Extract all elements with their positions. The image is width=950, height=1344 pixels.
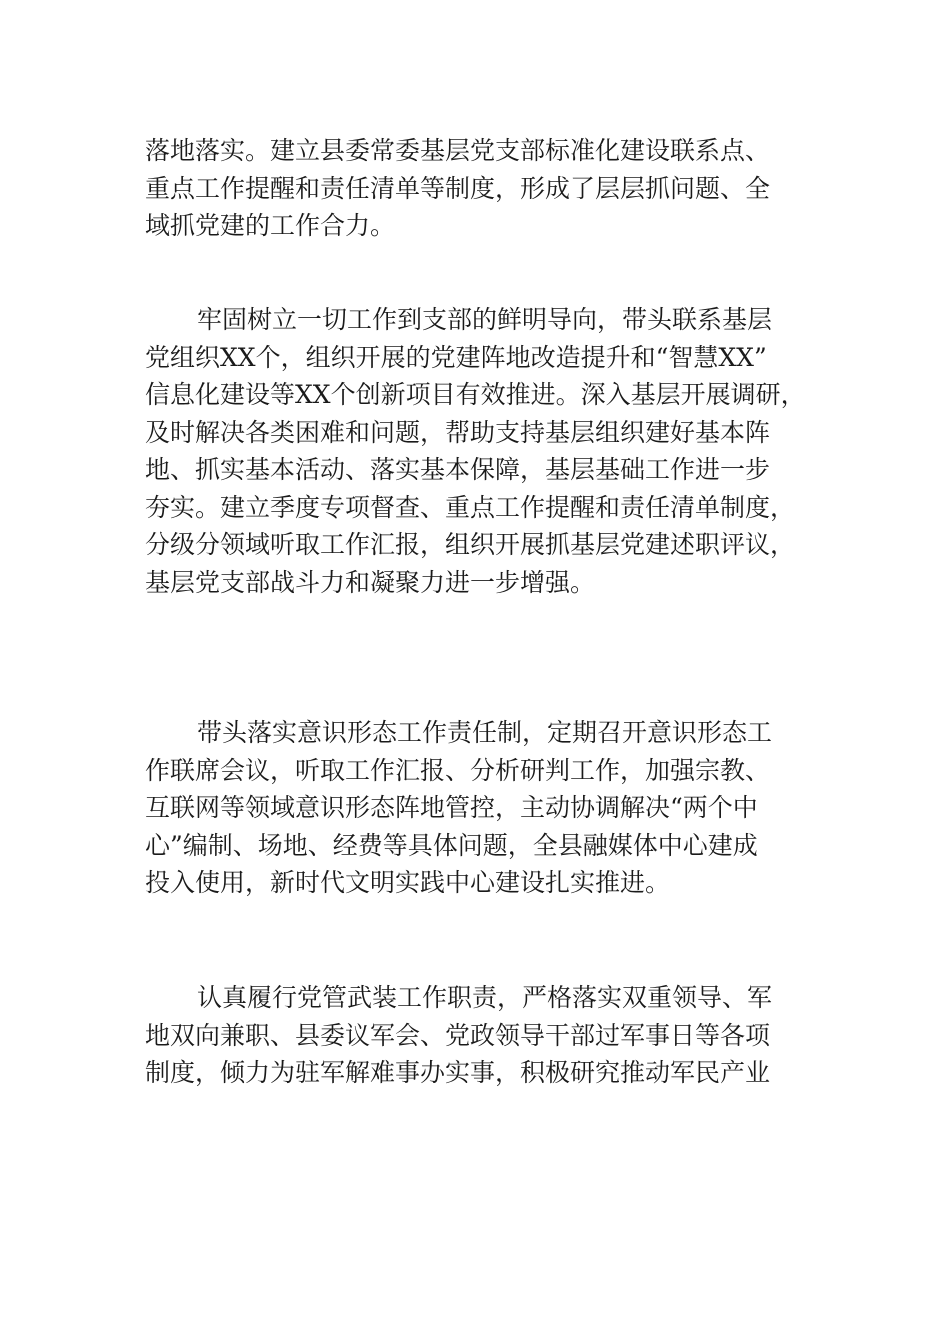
paragraph-1 [145,132,805,245]
paragraph-line: 认真履行党管武装工作职责，严格落实双重领导、军 [197,983,773,1012]
paragraph-4 [145,979,805,1092]
paragraph-line: 重点工作提醒和责任清单等制度，形成了层层抓问题、全 [145,173,771,203]
paragraph-line: 制度，倾力为驻军解难事办实事，积极研究推动军民产业 [145,1058,771,1087]
paragraph-line: 投入使用，新时代文明实践中心建设扎实推进。 [145,868,671,897]
paragraph-line: 落地落实。建立县委常委基层党支部标准化建设联系点、 [145,136,771,165]
paragraph-line: 牢固树立一切工作到支部的鲜明导向，带头联系基层 [197,305,773,334]
paragraph-2 [145,301,805,601]
paragraph-line: 夯实。建立季度专项督查、重点工作提醒和责任清单制度， [145,492,796,522]
paragraph-line: 党组织XX个，组织开展的党建阵地改造提升和“智慧XX” [145,342,767,372]
paragraph-line: 地双向兼职、县委议军会、党政领导干部过军事日等各项 [145,1020,771,1050]
paragraph-line: 及时解决各类困难和问题，帮助支持基层组织建好基本阵 [145,417,771,447]
paragraph-line: 心”编制、场地、经费等具体问题，全县融媒体中心建成 [145,830,758,860]
paragraph-line: 带头落实意识形态工作责任制，定期召开意识形态工 [197,718,773,747]
paragraph-line: 基层党支部战斗力和凝聚力进一步增强。 [145,567,596,597]
paragraph-line: 地、抓实基本活动、落实基本保障，基层基础工作进一步 [145,455,771,484]
paragraph-line: 分级分领域听取工作汇报，组织开展抓基层党建述职评议， [145,530,796,559]
paragraph-line: 作联席会议，听取工作汇报、分析研判工作，加强宗教、 [145,755,771,785]
paragraph-line: 域抓党建的工作合力。 [145,211,396,240]
paragraph-3 [145,714,805,902]
paragraph-line: 互联网等领域意识形态阵地管控，主动协调解决“两个中 [145,793,758,822]
paragraph-line: 信息化建设等XX个创新项目有效推进。深入基层开展调研， [145,380,806,409]
